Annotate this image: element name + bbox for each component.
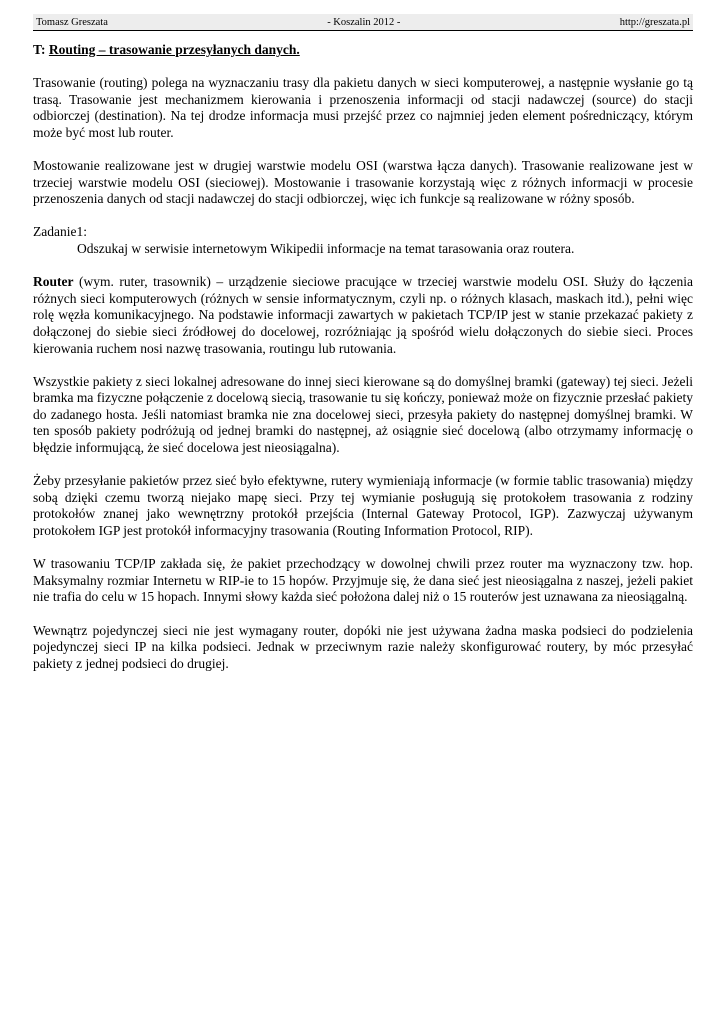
title-text: Routing – trasowanie przesyłanych danych. — [48, 42, 300, 57]
header-url: http://greszata.pl — [619, 17, 690, 28]
paragraph-router-definition — [33, 274, 693, 357]
task-text: Odszukaj w serwisie internetowym Wikipedii informacje na temat tarasowania oraz routera. — [77, 240, 575, 256]
paragraph-gateway: Wszystkie pakiety z sieci lokalnej adresowane do innej sieci kierowane są do domyślnej bramki (gateway) tej sieci. Jeżeli bramka ma fizyczne połączenie z docelową siecią, trasowanie tu się kończy, ponieważ może on fizycznie przesłać pakiety do zadanego hosta. Jeśli natomiast bramka nie zna docelowej sieci, przesyła pakiety do następnej domyślnej bramki. W ten sposób pakiety podróżują od jednej bramki do następnej, aż osiągnie sieć docelową (albo otrzymamy informację o błędzie informującą, że sieć docelowa jest nieosiągalna). — [33, 373, 693, 456]
paragraph-subnets: Wewnątrz pojedynczej sieci nie jest wymagany router, dopóki nie jest używana żadna maska podsieci do podzielenia pojedynczej sieci IP na kilka podsieci. Jednak w przeciwnym razie należy skonfigurować routery, by móc przesyłać pakiety z jednej podsieci do drugiej. — [33, 622, 693, 671]
router-text: (wym. ruter, trasownik) – urządzenie sieciowe pracujące w trzeciej warstwie modelu OSI. Służy do łączenia różnych sieci komputerowych (różnych w sensie informatycznym, czyli np. o różnych klasach, maskach itd.), pełni więc rolę węzła komunikacyjnego. Na podstawie informacji zawartych w pakietach TCP/IP jest w stanie przekazać pakiety z dołączonej do siebie sieci źródłowej do docelowej, rozróżniając ją spośród wielu dołączonych do siebie sieci. Proces kierowania ruchem nosi nazwę trasowania, routingu lub rutowania. — [33, 274, 693, 356]
spacer — [33, 141, 693, 158]
spacer — [33, 357, 693, 374]
spacer — [33, 540, 693, 557]
title-prefix: T: — [33, 42, 49, 57]
spacer — [33, 208, 693, 225]
paragraph-hops: W trasowaniu TCP/IP zakłada się, że pakiet przechodzący w dowolnej chwili przez router ma wyznaczony tzw. hop. Maksymalny rozmiar Internetu w RIP-ie to 15 hopów. Przyjmuje się, że dana sieć jest nieosiągalna z naszej, jeżeli pakiet nie trafia do celu w 15 hopach. Innymi słowy każda sieć położona dalej niż o 15 routerów jest uznawana za nieosiągalną. — [33, 556, 693, 605]
paragraph-routing-definition: Trasowanie (routing) polega na wyznaczaniu trasy dla pakietu danych w sieci komputerowej, a następnie wysłanie go tą trasą. Trasowanie jest mechanizmem kierowania i przenoszenia informacji od stacji nadawczej (source) do stacji odbiorczej (destination). Na tej drodze informacja musi przejść przez co najmniej jeden element pośredniczący, którym może być most lub router. — [33, 75, 693, 140]
document-page — [33, 14, 693, 672]
header-location-year: - Koszalin 2012 - — [327, 17, 401, 28]
spacer — [33, 457, 693, 474]
paragraph-routing-tables: Żeby przesyłanie pakietów przez sieć było efektywne, rutery wymieniają informacje (w formie tablic trasowania) między sobą dzięki czemu tworzą niejako mapę sieci. Przy tej wymianie posługują się protokołem trasowania z rodziny protokołów znanej jako wewnętrzny protokół przejścia (Internal Gateway Protocol, IGP). Zazwyczaj używanym protokołem IGP jest protokół informacyjny trasowania (Routing Information Protocol, RIP). — [33, 473, 693, 539]
spacer — [33, 58, 693, 75]
paragraph-bridging-vs-routing: Mostowanie realizowane jest w drugiej warstwie modelu OSI (warstwa łącza danych). Trasowanie realizowane jest w trzeciej warstwie modelu OSI (sieciowej). Mostowanie i trasowanie korzystają więc z różnych informacji w procesie przenoszenia danych od stacji nadawczej do stacji odbiorczej, więc ich funkcje są realizowane w różny sposób. — [33, 157, 693, 207]
spacer — [33, 258, 693, 275]
document-title — [33, 41, 693, 58]
router-term: Router — [33, 274, 74, 290]
spacer — [33, 606, 693, 623]
page-header — [33, 14, 693, 31]
header-author: Tomasz Greszata — [36, 17, 108, 28]
task-label: Zadanie1: — [33, 224, 87, 240]
